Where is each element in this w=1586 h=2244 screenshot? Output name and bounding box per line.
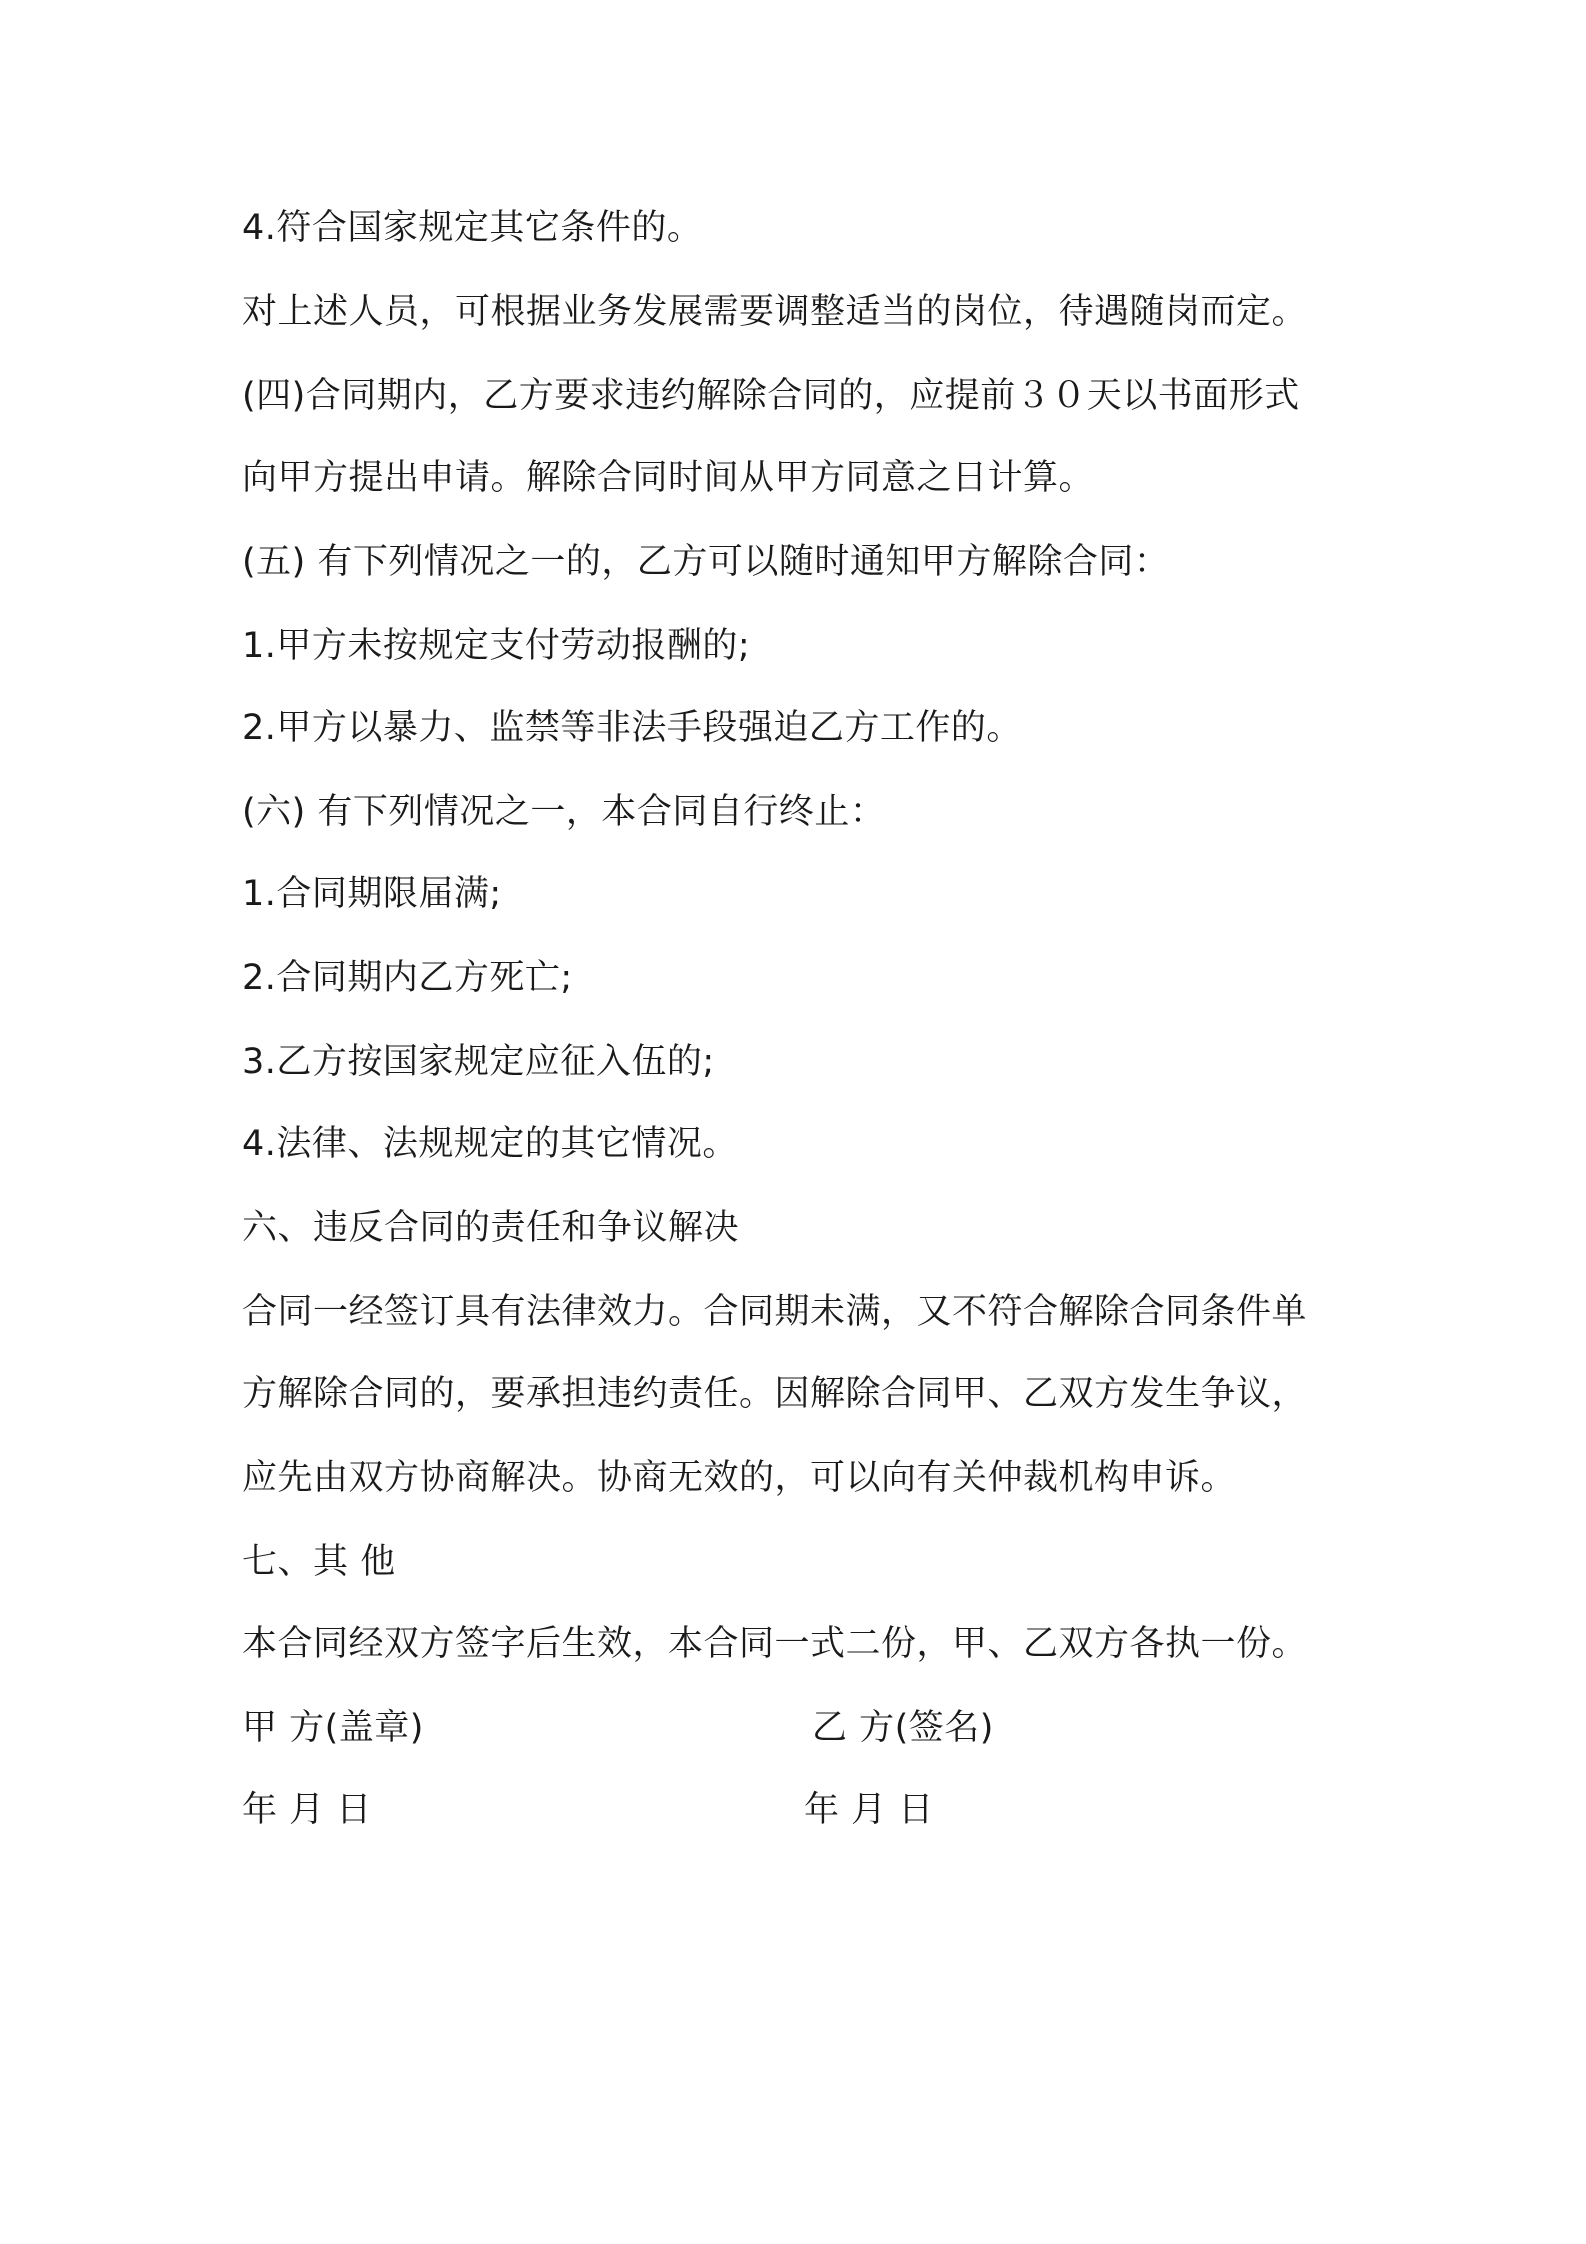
text-line: 方解除合同的，要承担违约责任。因解除合同甲、乙双方发生争议， <box>242 1374 1308 1414</box>
section-heading: 六、违反合同的责任和争议解决 <box>242 1208 740 1248</box>
text-line: 本合同经双方签字后生效，本合同一式二份，甲、乙双方各执一份。 <box>242 1624 1308 1664</box>
text-line: 1.合同期限届满; <box>242 874 502 914</box>
party-b-signature-label: 乙 方(签名) <box>812 1708 994 1748</box>
text-line: 向甲方提出申请。解除合同时间从甲方同意之日计算。 <box>242 458 1095 498</box>
text-line: 合同一经签订具有法律效力。合同期未满，又不符合解除合同条件单 <box>242 1292 1308 1332</box>
text-line: 4.符合国家规定其它条件的。 <box>242 208 703 248</box>
text-line: 2.合同期内乙方死亡; <box>242 958 573 998</box>
party-a-signature-label: 甲 方(盖章) <box>242 1708 424 1748</box>
text-line: 应先由双方协商解决。协商无效的，可以向有关仲裁机构申诉。 <box>242 1458 1237 1498</box>
text-line: 3.乙方按国家规定应征入伍的; <box>242 1042 715 1082</box>
section-heading: 七、其 他 <box>242 1542 396 1582</box>
party-a-date: 年 月 日 <box>242 1790 372 1830</box>
text-line: 2.甲方以暴力、监禁等非法手段强迫乙方工作的。 <box>242 708 1022 748</box>
text-line: (五) 有下列情况之一的，乙方可以随时通知甲方解除合同： <box>242 542 1170 582</box>
text-line: 1.甲方未按规定支付劳动报酬的; <box>242 626 751 666</box>
party-b-date: 年 月 日 <box>804 1790 934 1830</box>
text-line: (四)合同期内，乙方要求违约解除合同的，应提前３０天以书面形式 <box>242 376 1300 416</box>
text-line: 对上述人员，可根据业务发展需要调整适当的岗位，待遇随岗而定。 <box>242 292 1308 332</box>
text-line: 4.法律、法规规定的其它情况。 <box>242 1124 738 1164</box>
text-line: (六) 有下列情况之一，本合同自行终止： <box>242 792 886 832</box>
